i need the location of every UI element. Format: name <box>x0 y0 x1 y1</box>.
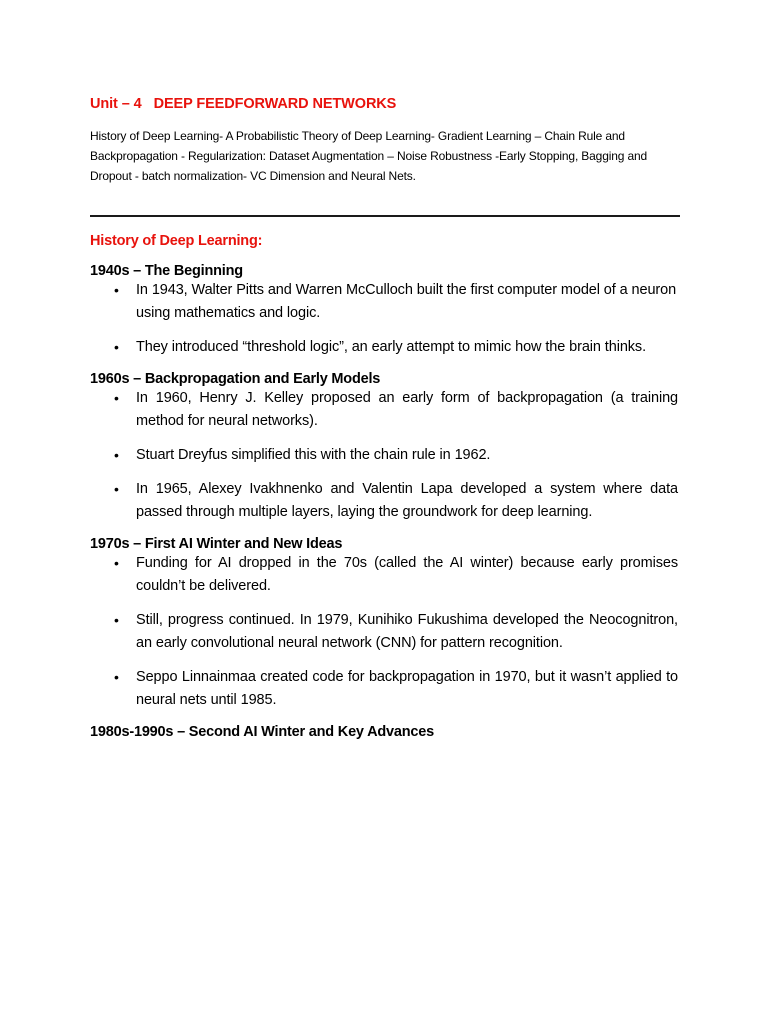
bullet-icon: • <box>114 669 119 685</box>
list-item <box>90 444 678 467</box>
bullet-icon: • <box>114 481 119 497</box>
era-bullets-1970s <box>90 552 678 712</box>
unit-label: Unit – 4 <box>90 96 142 112</box>
era-heading-1970s: 1970s – First AI Winter and New Ideas <box>90 536 343 552</box>
bullet-icon: • <box>114 390 119 406</box>
horizontal-divider <box>90 215 680 217</box>
list-item-text: They introduced “threshold logic”, an early attempt to mimic how the brain thinks. <box>136 339 647 355</box>
list-item-text: Still, progress continued. In 1979, Kunihiko Fukushima developed the Neocognitron, an early convolutional neural network (CNN) for pattern recognition. <box>136 612 678 651</box>
bullet-icon: • <box>114 282 119 298</box>
unit-title <box>90 96 678 112</box>
list-item <box>90 387 678 433</box>
bullet-icon: • <box>114 612 119 628</box>
list-item-text: Funding for AI dropped in the 70s (called the AI winter) because early promises couldn’t be delivered. <box>136 555 678 594</box>
syllabus-topics: History of Deep Learning- A Probabilistic Theory of Deep Learning- Gradient Learning – Chain Rule and Backpropagation - Regularization: Dataset Augmentation – Noise Robustness -Early Stopping, Bagging and Dropout - batch normalization- VC Dimension and Neural Nets. <box>90 129 648 183</box>
list-item-text: In 1960, Henry J. Kelley proposed an early form of backpropagation (a training method for neural networks). <box>136 390 678 429</box>
document-page <box>90 96 678 740</box>
era-heading-1980s-1990s: 1980s-1990s – Second AI Winter and Key Advances <box>90 724 434 740</box>
list-item-text: In 1943, Walter Pitts and Warren McCulloch built the first computer model of a neuron using mathematics and logic. <box>136 282 677 321</box>
list-item <box>90 478 678 524</box>
bullet-icon: • <box>114 447 119 463</box>
unit-name: DEEP FEEDFORWARD NETWORKS <box>153 96 397 112</box>
list-item <box>90 666 678 712</box>
section-title: History of Deep Learning: <box>90 233 263 249</box>
bullet-icon: • <box>114 339 119 355</box>
era-bullets-1960s <box>90 387 678 524</box>
list-item-text: Stuart Dreyfus simplified this with the chain rule in 1962. <box>136 447 491 463</box>
list-item <box>90 279 678 325</box>
era-bullets-1940s <box>90 279 678 359</box>
list-item <box>90 609 678 655</box>
list-item <box>90 552 678 598</box>
era-heading-1940s: 1940s – The Beginning <box>90 263 243 279</box>
era-heading-1960s: 1960s – Backpropagation and Early Models <box>90 371 381 387</box>
list-item-text: Seppo Linnainmaa created code for backpropagation in 1970, but it wasn’t applied to neural nets until 1985. <box>136 669 678 708</box>
bullet-icon: • <box>114 555 119 571</box>
list-item <box>90 336 678 359</box>
list-item-text: In 1965, Alexey Ivakhnenko and Valentin Lapa developed a system where data passed through multiple layers, laying the groundwork for deep learning. <box>136 481 678 520</box>
